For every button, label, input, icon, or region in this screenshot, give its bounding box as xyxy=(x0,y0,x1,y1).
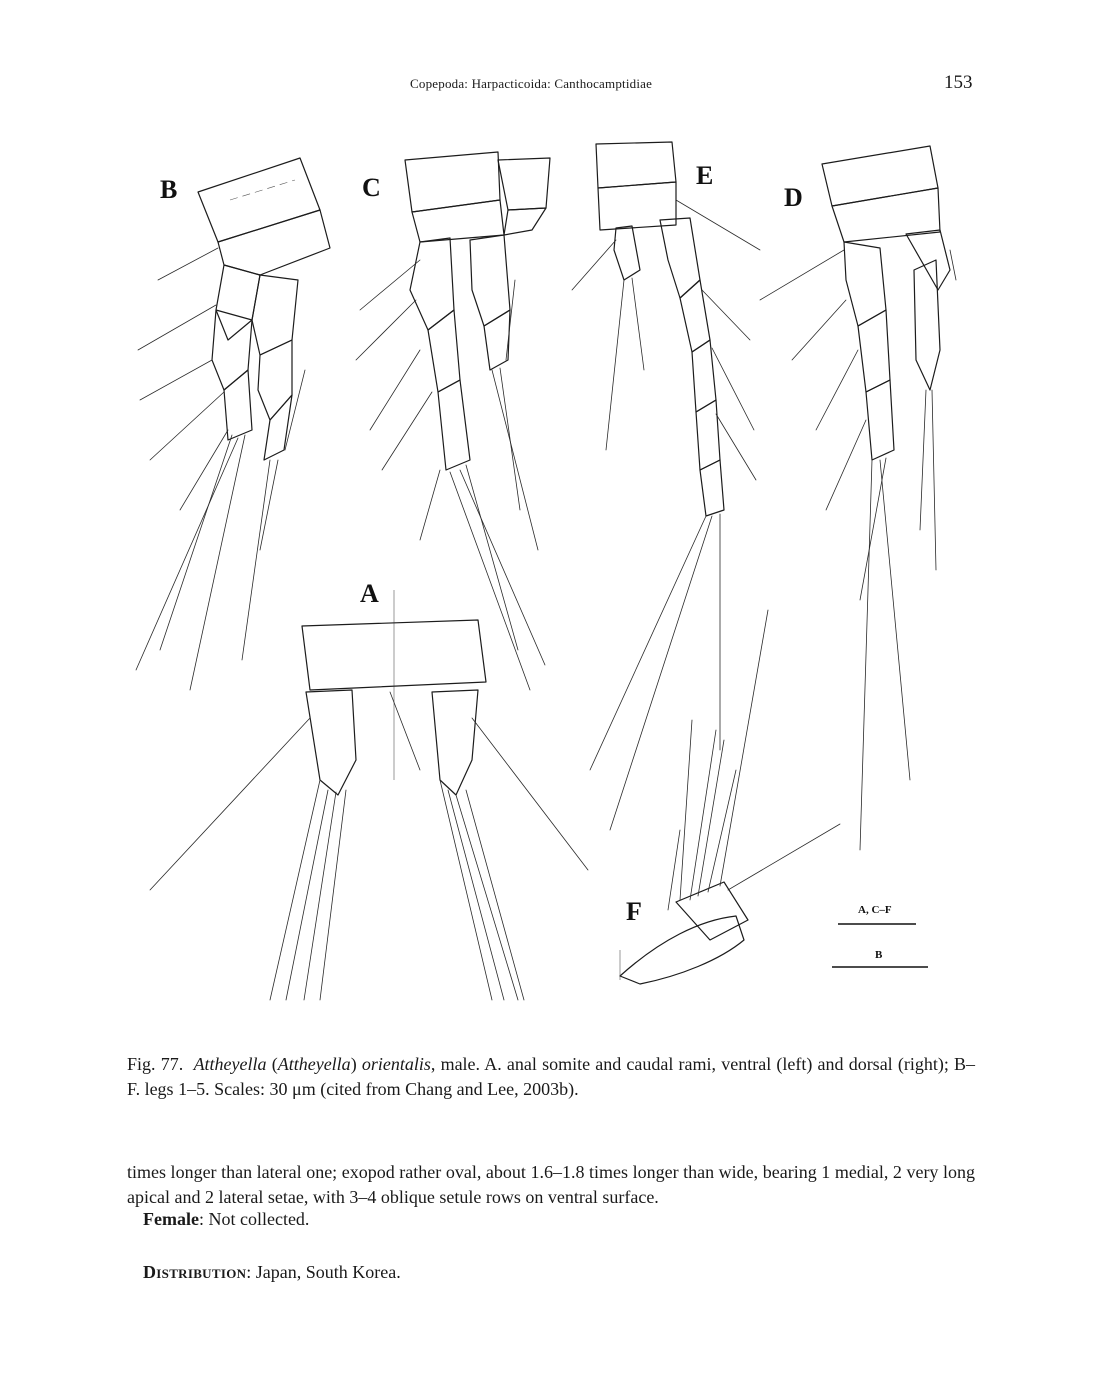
female-label: Female xyxy=(143,1209,199,1229)
scale-bar-2 xyxy=(832,949,928,967)
panel-label-d: D xyxy=(784,183,803,212)
panel-label-e: E xyxy=(696,161,714,190)
panel-label-c: C xyxy=(362,173,381,202)
panel-b-drawing xyxy=(136,158,330,690)
body-paragraph: times longer than lateral one; exopod rather oval, about 1.6–1.8 times longer than wide, bearing 1 medial, 2 very long apical and 2 lateral setae, with 3–4 oblique setule rows on ventral surface. xyxy=(127,1162,975,1207)
panel-f-drawing xyxy=(620,610,840,984)
figure-plate xyxy=(120,130,980,1010)
panel-label-f: F xyxy=(626,897,642,926)
panel-e-drawing xyxy=(572,142,760,830)
female-text: : Not collected. xyxy=(198,1209,310,1229)
page-number: 153 xyxy=(944,72,973,93)
distribution-label: Distribution xyxy=(143,1262,247,1282)
caption-subgenus: Attheyella xyxy=(277,1054,351,1074)
caption-species: orientalis xyxy=(361,1054,431,1074)
panel-c-drawing xyxy=(356,152,550,690)
female-line xyxy=(143,1209,309,1230)
scale-bar-1-label: A, C–F xyxy=(858,904,892,916)
distribution-line xyxy=(143,1262,401,1283)
caption-text: , male. A. anal somite and caudal rami, ventral (left) and dorsal (right); B–F. legs 1–5. Scales: 30 μm (cited from Chang and Lee, 2003b). xyxy=(127,1054,976,1099)
figure-caption: Fig. 77. Attheyella (Attheyella) orientalis, male. A. anal somite and caudal rami, ventral (left) and dorsal (right); B–F. legs 1–5. Scales: 30 μm (cited from Chang and Lee, 2003b). xyxy=(127,1054,976,1099)
panel-label-b: B xyxy=(160,175,178,204)
running-head: Copepoda: Harpacticoida: Canthocamptidiae xyxy=(410,76,653,91)
panel-a-drawing xyxy=(150,590,588,1000)
scale-bar-2-label: B xyxy=(875,949,883,961)
distribution-text: : Japan, South Korea. xyxy=(246,1262,401,1282)
caption-fig-number: Fig. 77. xyxy=(127,1054,184,1074)
panel-label-a: A xyxy=(360,579,379,608)
caption-genus: Attheyella xyxy=(193,1054,267,1074)
scale-bar-1 xyxy=(838,904,916,924)
panel-d-drawing xyxy=(760,146,956,850)
